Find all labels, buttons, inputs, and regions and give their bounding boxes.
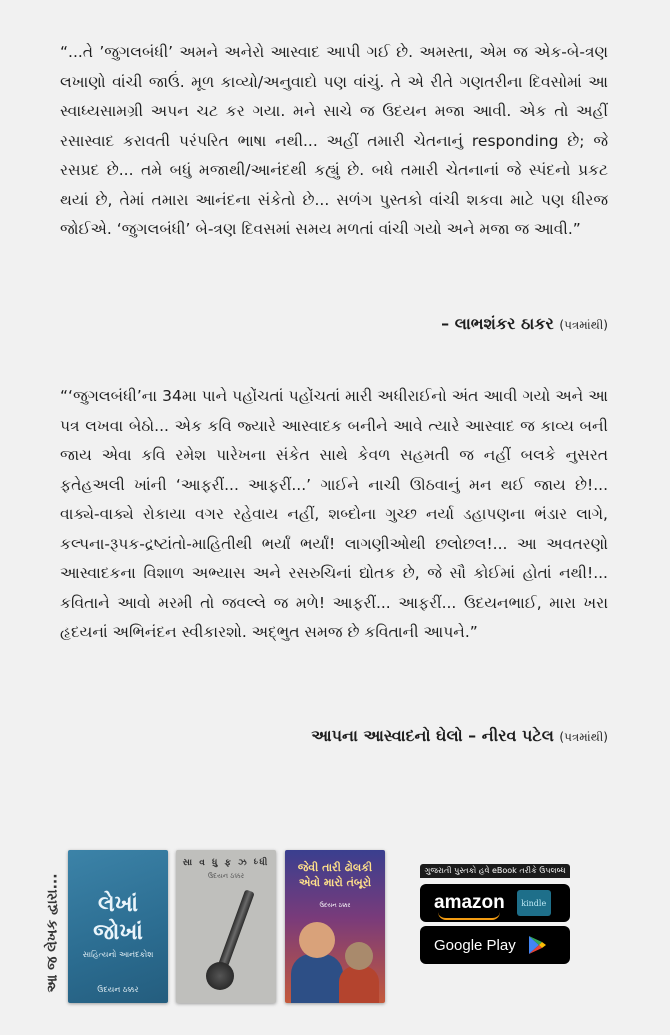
amazon-logo: amazon — [434, 892, 505, 914]
review-quote-2: “‘જુગલબંધી’ના 34મા પાને પહોંચતાં પહોંચતાં મારી અધીરાઈનો અંત આવી ગયો અને આ પત્ર લખવા બેઠો... એક કવિ જ્યારે આસ્વાદક બનીને આવે ત્યારે આસ્વાદ જ કાવ્ય બની જાય એવા કવિ રમેશ પારેખના સંકેત સાથે કેવળ સહમતી જ નહીં બલકે નુસરત ફતેહઅલી ખાંની ‘આફરીં... આફરીં...’ ગાઈને નાચી ઊઠવાનું મન થઈ જાય છે!... વાક્યે-વાક્યે રોકાયા વગર રહેવાય નહીં, શબ્દોના ગુચ્છ નર્યા ડહાપણના ભંડાર લાગે, કલ્પના-રૂપક-દ્રષ્ટાંતો-માહિતીથી ભર્યાં ભર્યાં! લાગણીઓથી છલોછલ!... આ અવતરણો આસ્વાદકના વિશાળ અભ્યાસ અને રસરુચિનાં દ્યોતક છે, જે સૌ કોઈમાં હોતાં નથી!... કવિતાને આવો મરમી તો જવલ્લે જ મળે! આફરીં... આફરીં... ઉદયનભાઈ, મારા ખરા હૃદયનાં અભિનંદન સ્વીકારશો. અદ્ભુત સમજ છે કવિતાની આપને.” — [60, 387, 608, 641]
amazon-smile-icon — [438, 912, 500, 920]
book-title: સા વ ધુ ફ ઝ ધ્ધી — [182, 858, 270, 868]
companion-head-illustration — [345, 942, 373, 970]
book-title: જેવી તારી ઢોલકી એવો મારો તંબૂરો — [297, 861, 373, 889]
ebook-notice: ગુજરાતી પુસ્તકો હવે eBook તરીકે ઉપલબ્ધ — [420, 864, 570, 878]
amazon-kindle-badge[interactable] — [420, 884, 570, 922]
review-source-2: (પત્રમાંથી) — [559, 730, 608, 744]
review-attribution-1 — [441, 314, 608, 334]
singer-head-illustration — [299, 922, 335, 958]
google-play-badge[interactable] — [420, 926, 570, 964]
companion-illustration — [339, 966, 379, 1003]
google-play-label: Google Play — [434, 936, 516, 954]
book-subtitle: સાહિત્યનો આનંદકોશ — [82, 950, 154, 959]
review-attribution-2 — [311, 726, 608, 746]
book-author: ઉદયન ઠક્કર — [97, 985, 139, 994]
google-play-books-icon — [526, 934, 548, 956]
book-cover-jevi-tari-dholki[interactable] — [285, 850, 385, 1003]
book-author: ઉદયન ઠક્કર — [207, 872, 245, 880]
review-author-1: – લાભશંકર ઠાકર — [441, 314, 554, 333]
review-quote-1: “...તે ’જુગલબંધી’ અમને અનેરો આસ્વાદ આપી ગઈ છે. અમસ્તા, એમ જ એક-બે-ત્રણ લખાણો વાંચી જાઉં. મૂળ કાવ્યો/અનુવાદો પણ વાંચું. તે એ રીતે ગણતરીના દિવસોમાં આ સ્વાધ્યસામગ્રી અપન ચટ કર ગયા. મને સાચે જ ઉદયન મજા આવી. એક તો અહીં રસાસ્વાદ કરાવતી પરંપરિત ભાષા નથી... અહીં તમારી ચેતનાનું responding છે; જે રસપ્રદ છે... તમે બધું મજાથી/આનંદથી કહ્યું છે. બધે તમારી ચેતનાનાં જે સ્પંદનો પ્રકટ થયાં છે, તેમાં તમારા આનંદના સંકેતો છે... સળંગ પુસ્તકો વાંચી શકવા માટે પણ ધીરજ જોઈએ. ‘જુગલબંધી’ બે-ત્રણ દિવસમાં સમય મળતાં વાંચી ગયો અને મજા જ આવી.” — [60, 43, 608, 238]
book-author: ઉદયન ઠક્કર — [319, 902, 351, 909]
review-author-2: આપના આસ્વાદનો ઘેલો – નીરવ પટેલ — [311, 726, 554, 745]
singer-illustration — [291, 954, 343, 1003]
kindle-icon: kindle — [517, 890, 551, 916]
book-cover-2[interactable] — [176, 850, 276, 1003]
book-title: લેખાં જોખાં — [93, 891, 143, 945]
ebook-availability — [420, 864, 570, 968]
book-cover-lekha-jokha[interactable] — [68, 850, 168, 1003]
instrument-body-illustration — [206, 962, 234, 990]
review-source-1: (પત્રમાંથી) — [559, 318, 608, 332]
same-author-label: આ જ લેખક દ્વારા... — [45, 873, 61, 993]
